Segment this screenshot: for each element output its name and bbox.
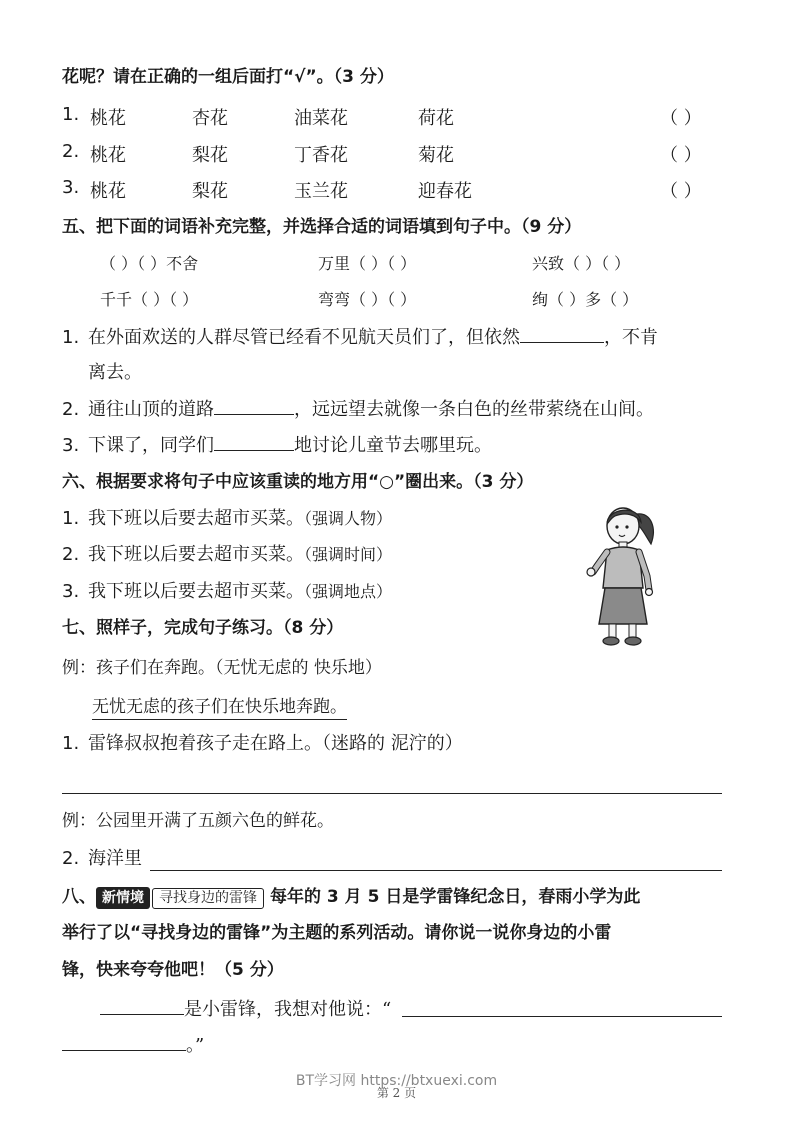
sentence-to-circle[interactable]: 我下班以后要去超市买菜。 xyxy=(88,544,304,565)
answer-blank[interactable] xyxy=(62,1032,186,1051)
q7-example-2: 例：公园里开满了五颜六色的鲜花。 xyxy=(62,811,334,831)
flower-name: 迎春花 xyxy=(418,181,472,202)
word-fill-blank[interactable]: 万里（ ）（ ） xyxy=(318,254,417,273)
sentence-to-circle[interactable]: 我下班以后要去超市买菜。 xyxy=(88,581,304,602)
girl-illustration xyxy=(585,500,665,650)
q7-item-2: 2. 海洋里 xyxy=(62,848,142,869)
flower-name: 油菜花 xyxy=(294,108,348,129)
answer-parentheses[interactable]: （ ） xyxy=(660,145,702,166)
q6-item-1: 1. 我下班以后要去超市买菜。（强调人物） xyxy=(62,508,393,529)
flower-name: 桃花 xyxy=(90,145,126,166)
flower-name: 玉兰花 xyxy=(294,181,348,202)
name-blank[interactable] xyxy=(100,996,184,1015)
q5-sentence-1-cont: 离去。 xyxy=(88,362,142,383)
q7-item-1: 1. 雷锋叔叔抱着孩子走在路上。（迷路的 泥泞的） xyxy=(62,733,463,754)
topic-tag: 寻找身边的雷锋 xyxy=(152,888,264,909)
answer-blank[interactable] xyxy=(214,432,294,451)
flower-name: 菊花 xyxy=(418,145,454,166)
page-number: 第 2 页 xyxy=(376,1086,417,1100)
q4-instruction: 花呢？请在正确的一组后面打“√”。（3 分） xyxy=(62,67,394,87)
q8-answer-line[interactable] xyxy=(402,1016,722,1017)
q7-item-2-answer-line[interactable] xyxy=(150,870,722,871)
q6-item-3: 3. 我下班以后要去超市买菜。（强调地点） xyxy=(62,581,393,602)
new-situation-tag: 新情境 xyxy=(96,887,150,909)
answer-parentheses[interactable]: （ ） xyxy=(660,108,702,129)
word-fill-blank[interactable]: （ ）（ ）不舍 xyxy=(100,254,199,273)
word-fill-blank[interactable]: 千千（ ）（ ） xyxy=(100,290,199,309)
q5-title: 五、把下面的词语补充完整，并选择合适的词语填到句子中。（9 分） xyxy=(62,217,582,237)
q8-line-3: 锋，快来夸夸他吧！（5 分） xyxy=(62,960,284,980)
flower-name: 丁香花 xyxy=(294,145,348,166)
q5-sentence-2: 2. 通往山顶的道路 ，远远望去就像一条白色的丝带萦绕在山间。 xyxy=(62,396,654,423)
q6-item-2: 2. 我下班以后要去超市买菜。（强调时间） xyxy=(62,544,393,565)
flower-name: 梨花 xyxy=(192,181,228,202)
q7-item-1-answer-line[interactable] xyxy=(62,793,722,794)
flower-name: 荷花 xyxy=(418,108,454,129)
answer-parentheses[interactable]: （ ） xyxy=(660,181,702,202)
q7-title: 七、照样子，完成句子练习。（8 分） xyxy=(62,618,344,638)
q7-example-1: 例：孩子们在奔跑。（无忧无虑的 快乐地） xyxy=(62,658,382,678)
answer-blank[interactable] xyxy=(214,396,294,415)
answer-blank[interactable] xyxy=(520,324,604,343)
q5-sentence-1: 1. 在外面欢送的人群尽管已经看不见航天员们了，但依然 ，不肯 xyxy=(62,324,658,351)
q6-title: 六、根据要求将句子中应该重读的地方用“○”圈出来。（3 分） xyxy=(62,472,534,492)
flower-name: 桃花 xyxy=(90,181,126,202)
flower-name: 梨花 xyxy=(192,145,228,166)
q8-line-2: 举行了以“寻找身边的雷锋”为主题的系列活动。请你说一说你身边的小雷 xyxy=(62,923,612,943)
q4-option-number: 1. xyxy=(62,104,80,125)
word-fill-blank[interactable]: 绚（ ）多（ ） xyxy=(532,290,639,309)
q7-example-1-answer: 无忧无虑的孩子们在快乐地奔跑。 xyxy=(92,692,347,720)
q8-line-1: 八、 新情境 寻找身边的雷锋 每年的 3 月 5 日是学雷锋纪念日，春雨小学为此 xyxy=(62,887,641,907)
q8-fill-line: 是小雷锋，我想对他说：“ xyxy=(100,996,391,1023)
word-fill-blank[interactable]: 兴致（ ）（ ） xyxy=(532,254,631,273)
q5-sentence-3: 3. 下课了，同学们 地讨论儿童节去哪里玩。 xyxy=(62,432,492,459)
watermark: BT学习网 https://btxuexi.com xyxy=(295,1073,498,1089)
q8-fill-line-2: 。” xyxy=(62,1032,204,1059)
q4-option-number: 3. xyxy=(62,177,80,198)
flower-name: 桃花 xyxy=(90,108,126,129)
sentence-to-circle[interactable]: 我下班以后要去超市买菜。 xyxy=(88,508,304,529)
flower-name: 杏花 xyxy=(192,108,228,129)
word-fill-blank[interactable]: 弯弯（ ）（ ） xyxy=(318,290,417,309)
q4-option-number: 2. xyxy=(62,141,80,162)
